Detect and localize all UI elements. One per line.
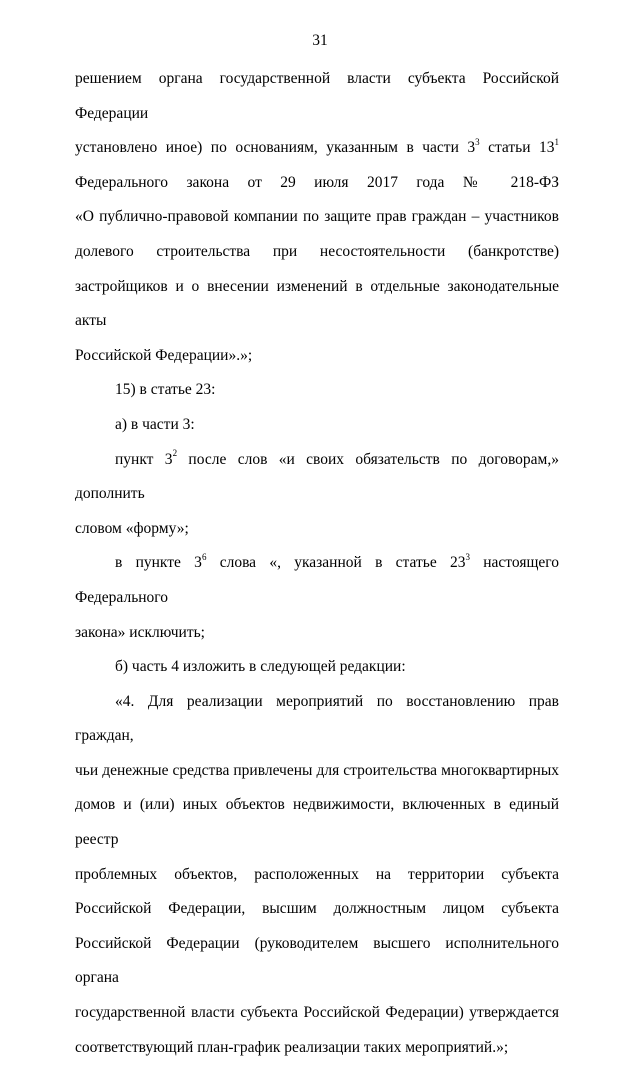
text-line: Российской Федерации».»; xyxy=(75,346,253,364)
text-line: чьи денежные средства привлечены для строительства многоквартирных xyxy=(75,761,559,779)
superscript: 2 xyxy=(172,448,178,459)
superscript: 1 xyxy=(554,137,559,148)
text-line: «О публично-правовой компании по защите прав граждан – участников xyxy=(75,208,559,226)
page-number: 31 xyxy=(312,32,328,49)
text-line: соответствующий план-график реализации таких мероприятий.»; xyxy=(75,1038,509,1056)
text-line: «4. Для реализации мероприятий по восстановлению прав граждан, xyxy=(75,692,559,745)
superscript: 3 xyxy=(475,137,480,148)
text-line: б) часть 4 изложить в следующей редакции: xyxy=(115,658,406,676)
text-line: закона» исключить; xyxy=(75,623,205,641)
text-line: домов и (или) иных объектов недвижимости, включенных в единый реестр xyxy=(75,796,559,849)
superscript: 6 xyxy=(201,552,207,563)
text-fragment: настоящего Федерального xyxy=(75,554,559,606)
text-line: Федерального закона от 29 июля 2017 года № 218-ФЗ xyxy=(75,173,559,191)
text-fragment: в пункте 3 xyxy=(115,554,202,572)
text-fragment: статьи 13 xyxy=(479,139,555,157)
text-line: государственной власти субъекта Российской Федерации) утверждается xyxy=(75,1004,559,1022)
text-fragment: слова «, указанной в статье 23 xyxy=(206,554,466,572)
text-line: проблемных объектов, расположенных на территории субъекта xyxy=(75,865,559,883)
text-line xyxy=(75,131,559,166)
text-line: решением органа государственной власти субъекта Российской Федерации xyxy=(75,70,559,122)
text-line: а) в части 3: xyxy=(115,415,195,433)
text-line xyxy=(75,546,559,615)
text-line: застройщиков и о внесении изменений в отдельные законодательные акты xyxy=(75,277,559,330)
text-line: Российской Федерации, высшим должностным лицом субъекта xyxy=(75,900,559,918)
text-line: долевого строительства при несостоятельности (банкротстве) xyxy=(75,242,559,260)
document-body xyxy=(75,62,559,1065)
text-fragment: после слов «и своих обязательств по договорам,» дополнить xyxy=(75,450,559,503)
superscript: 3 xyxy=(465,552,470,563)
text-line: словом «форму»; xyxy=(75,519,189,537)
text-line: 15) в статье 23: xyxy=(115,381,216,399)
text-fragment: установлено иное) по основаниям, указанным в части 3 xyxy=(75,139,476,157)
text-fragment: пункт 3 xyxy=(115,450,173,468)
text-line xyxy=(75,443,559,512)
text-line: Российской Федерации (руководителем высшего исполнительного органа xyxy=(75,934,559,987)
